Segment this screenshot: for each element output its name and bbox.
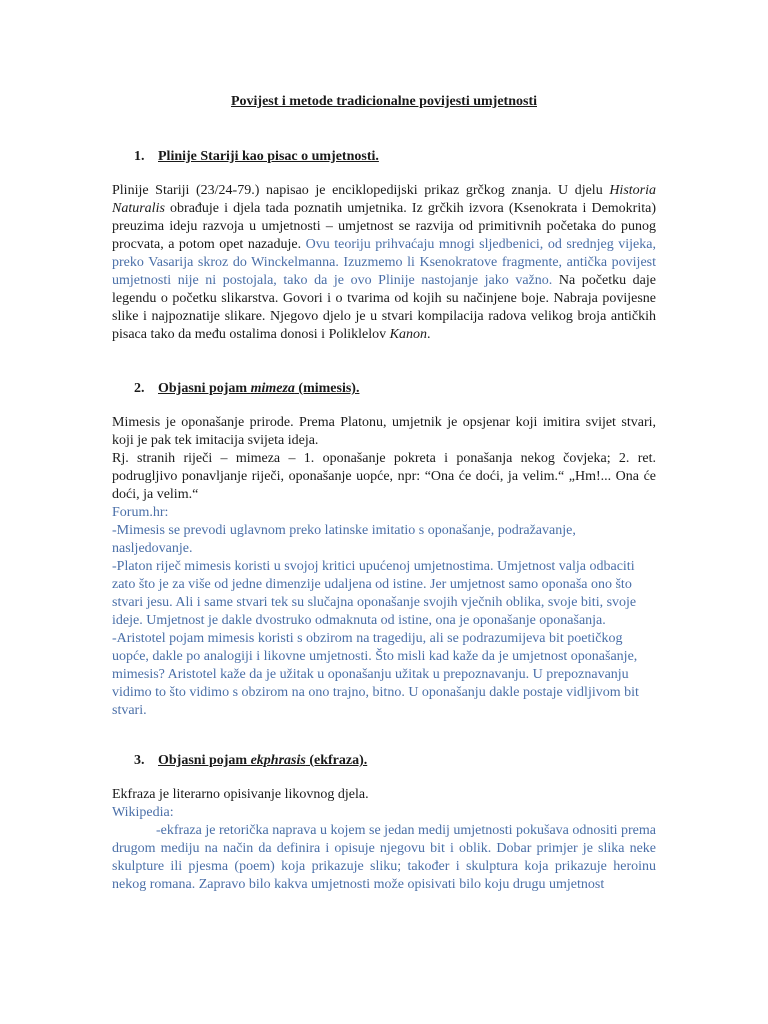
term: mimeza bbox=[250, 381, 295, 396]
section-3-body bbox=[112, 786, 656, 894]
source-label: Forum.hr: bbox=[112, 505, 169, 520]
quote-item: -Platon riječ mimesis koristi u svojoj kritici upućenoj umjetnostima. Umjetnost valja odbaciti zato što je za više od jedne dimenzije udaljena od istine. Jer umjetnost samo oponaša ono što stvari jesu. Ali i same stvari tek su slučajna oponašanje svojih vječnih oblika, svoje biti, svoje ideje. Umjetnost je dakle dvostruko odmaknuta od istine, ona je oponašanje oponašanja. bbox=[112, 559, 637, 628]
paragraph: Mimesis je oponašanje prirode. Prema Platonu, umjetnik je opsjenar koji imitira svijet stvari, koji je pak tek imitacija svijeta ideja. bbox=[112, 415, 656, 448]
section-3-heading bbox=[134, 752, 367, 770]
quote-item: -Aristotel pojam mimesis koristi s obzirom na tragediju, ali se podrazumijeva bit poetičkog uopće, dakle po analogiji i likovne umjetnosti. Što misli kad kaže da je umjetnost oponašanje, mimesis? Aristotel kaže da je užitak u oponašanju užitak u prepoznavanju. U prepoznavanju vidimo to što vidimo s obzirom na ono trajno, bitno. U oponašanju dakle postaje vidljivom bit stvari. bbox=[112, 631, 639, 718]
section-heading-text bbox=[158, 753, 367, 768]
term: ekphrasis bbox=[250, 753, 306, 768]
paragraph: Ekfraza je literarno opisivanje likovnog djela. bbox=[112, 787, 369, 802]
work-title: Historia Naturalis bbox=[112, 183, 656, 216]
text-run: Objasni pojam bbox=[158, 381, 251, 396]
quote-item: -Mimesis se prevodi uglavnom preko latinske imitatio s oponašanje, podražavanje, nasljedovanje. bbox=[112, 523, 576, 556]
text-run: Na početku daje legendu o početku slikarstva. Govori i o tvarima od kojih su načinjene boje. Nabraja povijesne slike i najpoznatije slikare. Njegovo djelo je u stvari kompilacija radova velikog broja antičkih pisaca tako da među ostalima donosi i Poliklelov bbox=[112, 273, 656, 342]
text-run: (mimesis). bbox=[294, 381, 360, 396]
section-number: 2. bbox=[134, 381, 145, 396]
highlighted-text: Ovu teoriju prihvaćaju mnogi sljedbenici, od srednjeg vijeka, preko Vasarija skroz do Winckelmanna. Izuzmemo li Ksenokratove fragmente, antička povijest umjetnosti nije ni postojala, tako da je ovo Plinije nastojanje jako važno. bbox=[112, 237, 656, 288]
text-run: Objasni pojam bbox=[158, 753, 251, 768]
paragraph bbox=[112, 182, 656, 344]
text-run: . bbox=[426, 327, 431, 342]
document-title: Povijest i metode tradicionalne povijesti umjetnosti bbox=[230, 94, 537, 109]
paragraph: Rj. stranih riječi – mimeza – 1. oponašanje pokreta i ponašanja nekog čovjeka; 2. ret. podrugljivo ponavljanje riječi, oponašanje uopće, npr: “Ona će doći, ja velim.“ „Hm!... Ona će doći, ja velim.“ bbox=[112, 451, 656, 502]
section-number: 3. bbox=[134, 753, 145, 768]
quote-item: -ekfraza je retorička naprava u kojem se jedan medij umjetnosti pokušava odnositi prema drugom mediju na način da definira i opisuje njegovu bit i oblik. Dobar primjer je slika neke skulpture ili pjesma (poem) koja prikazuje sliku; također i skulptura koja prikazuje heroinu nekog romana. Zapravo bilo kakva umjetnosti može opisivati bilo koju drugu umjetnost bbox=[112, 823, 656, 892]
section-heading-text bbox=[158, 381, 359, 396]
section-1-body bbox=[112, 182, 656, 344]
text-run: Plinije Stariji (23/24-79.) napisao je enciklopedijski prikaz grčkog znanja. U djelu bbox=[112, 183, 610, 198]
section-2-heading bbox=[134, 380, 359, 398]
section-2-body bbox=[112, 414, 656, 720]
section-heading-text: Plinije Stariji kao pisac o umjetnosti. bbox=[158, 149, 379, 164]
source-label: Wikipedia: bbox=[112, 805, 174, 820]
section-number: 1. bbox=[134, 149, 145, 164]
text-run: obrađuje i djela tada poznatih umjetnika. Iz grčkih izvora (Ksenokrata i Demokrita) preuzima ideju razvoja u umjetnosti – umjetnost se razvija od primitivnih početaka do punog procvata, a potom opet nazaduje. bbox=[112, 201, 656, 252]
text-run: (ekfraza). bbox=[305, 753, 368, 768]
work-title: Kanon bbox=[389, 327, 427, 342]
section-1-heading bbox=[134, 148, 379, 166]
